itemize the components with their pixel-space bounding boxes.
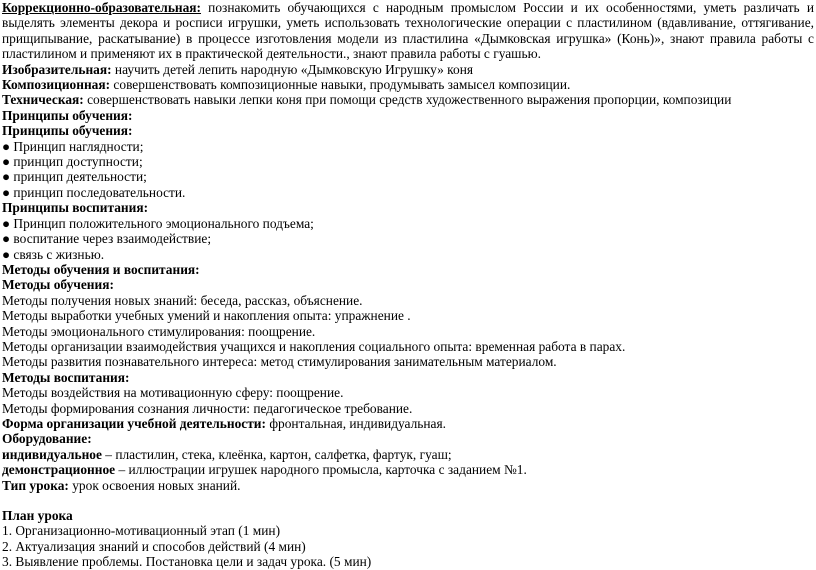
- list-item: ● связь с жизнью.: [2, 246, 105, 262]
- list-item: ● воспитание через взаимодействие;: [2, 231, 212, 247]
- goal-text: совершенствовать композиционные навыки, продумывать замысел композиции.: [110, 77, 571, 93]
- list-item: Методы получения новых знаний: беседа, рассказ, объяснение.: [2, 292, 363, 308]
- goal-label: Изобразительная:: [2, 61, 112, 77]
- goal-line-3: [2, 92, 814, 107]
- list-item: 3. Выявление проблемы. Постановка цели и задач урока. (5 мин): [2, 554, 372, 570]
- equipment-demo-label: демонстрационное: [2, 462, 116, 478]
- equipment-individual-label: индивидуальное: [2, 446, 102, 462]
- goal-text: научить детей лепить народную «Дымковскую Игрушку» коня: [111, 61, 474, 77]
- list-item: ● принцип доступности;: [2, 154, 143, 170]
- list-item: ● Принцип положительного эмоционального подъема;: [2, 215, 314, 231]
- equipment-individual-text: – пластилин, стека, клеёнка, картон, салфетка, фартук, гуаш;: [101, 446, 452, 462]
- lesson-type-text: урок освоения новых знаний.: [68, 477, 241, 493]
- lesson-type-line: [2, 478, 814, 493]
- list-item: Методы развития познавательного интереса: метод стимулирования занимательным материалом.: [2, 354, 557, 370]
- goal-line-2: [2, 77, 814, 92]
- principles-heading-2: Принципы обучения:: [2, 123, 133, 139]
- intro-text: познакомить обучающихся с народным промыслом России и их особенностями, уметь различать и выделять элементы декора и росписи игрушки, уметь использовать технологические операции с пластилином (вдавливание, оттягивание, прищипывание, раскатывание) в процессе изготовления модели из пластилина «Дымковская игрушка» (Конь)», знают правила работы с пластилином и применяют их в практической деятельности., знают правила работы с гуашью.: [2, 0, 814, 62]
- principles-heading-1: Принципы обучения:: [2, 107, 133, 123]
- goal-line-1: [2, 62, 814, 77]
- equipment-individual: [2, 447, 814, 462]
- list-item: Методы воздействия на мотивационную сферу: поощрение.: [2, 385, 344, 401]
- form-text: фронтальная, индивидуальная.: [265, 415, 446, 431]
- plan-heading: План урока: [2, 508, 73, 523]
- upbringing-methods-heading: Методы воспитания:: [2, 369, 130, 385]
- goal-label: Техническая:: [2, 92, 84, 108]
- list-item: 2. Актуализация знаний и способов действий (4 мин): [2, 538, 306, 554]
- equipment-heading: Оборудование:: [2, 431, 92, 447]
- form-line: [2, 416, 814, 431]
- upbringing-principles-heading: Принципы воспитания:: [2, 200, 149, 216]
- teaching-methods-heading: Методы обучения:: [2, 277, 114, 293]
- goal-label: Композиционная:: [2, 77, 111, 93]
- list-item: Методы формирования сознания личности: педагогическое требование.: [2, 400, 413, 416]
- list-item: Методы эмоционального стимулирования: поощрение.: [2, 323, 316, 339]
- list-item: ● принцип деятельности;: [2, 169, 147, 185]
- intro-paragraph: [2, 0, 814, 62]
- goal-text: совершенствовать навыки лепки коня при помощи средств художественного выражения пропорции, композиции: [83, 92, 732, 108]
- list-item: ● принцип последовательности.: [2, 184, 186, 200]
- lesson-type-label: Тип урока:: [2, 477, 69, 493]
- form-label: Форма организации учебной деятельности:: [2, 415, 266, 431]
- list-item: ● Принцип наглядности;: [2, 138, 144, 154]
- intro-label: Коррекционно-образовательная:: [2, 0, 202, 15]
- spacer: [2, 493, 814, 508]
- list-item: 1. Организационно-мотивационный этап (1 мин): [2, 523, 281, 539]
- equipment-demo: [2, 462, 814, 477]
- equipment-demo-text: – иллюстрации игрушек народного промысла, карточка с заданием №1.: [115, 462, 527, 478]
- list-item: Методы организации взаимодействия учащихся и накопления социального опыта: временная работа в парах.: [2, 338, 626, 354]
- methods-heading: Методы обучения и воспитания:: [2, 261, 200, 277]
- list-item: Методы выработки учебных умений и накопления опыта: упражнение .: [2, 308, 411, 324]
